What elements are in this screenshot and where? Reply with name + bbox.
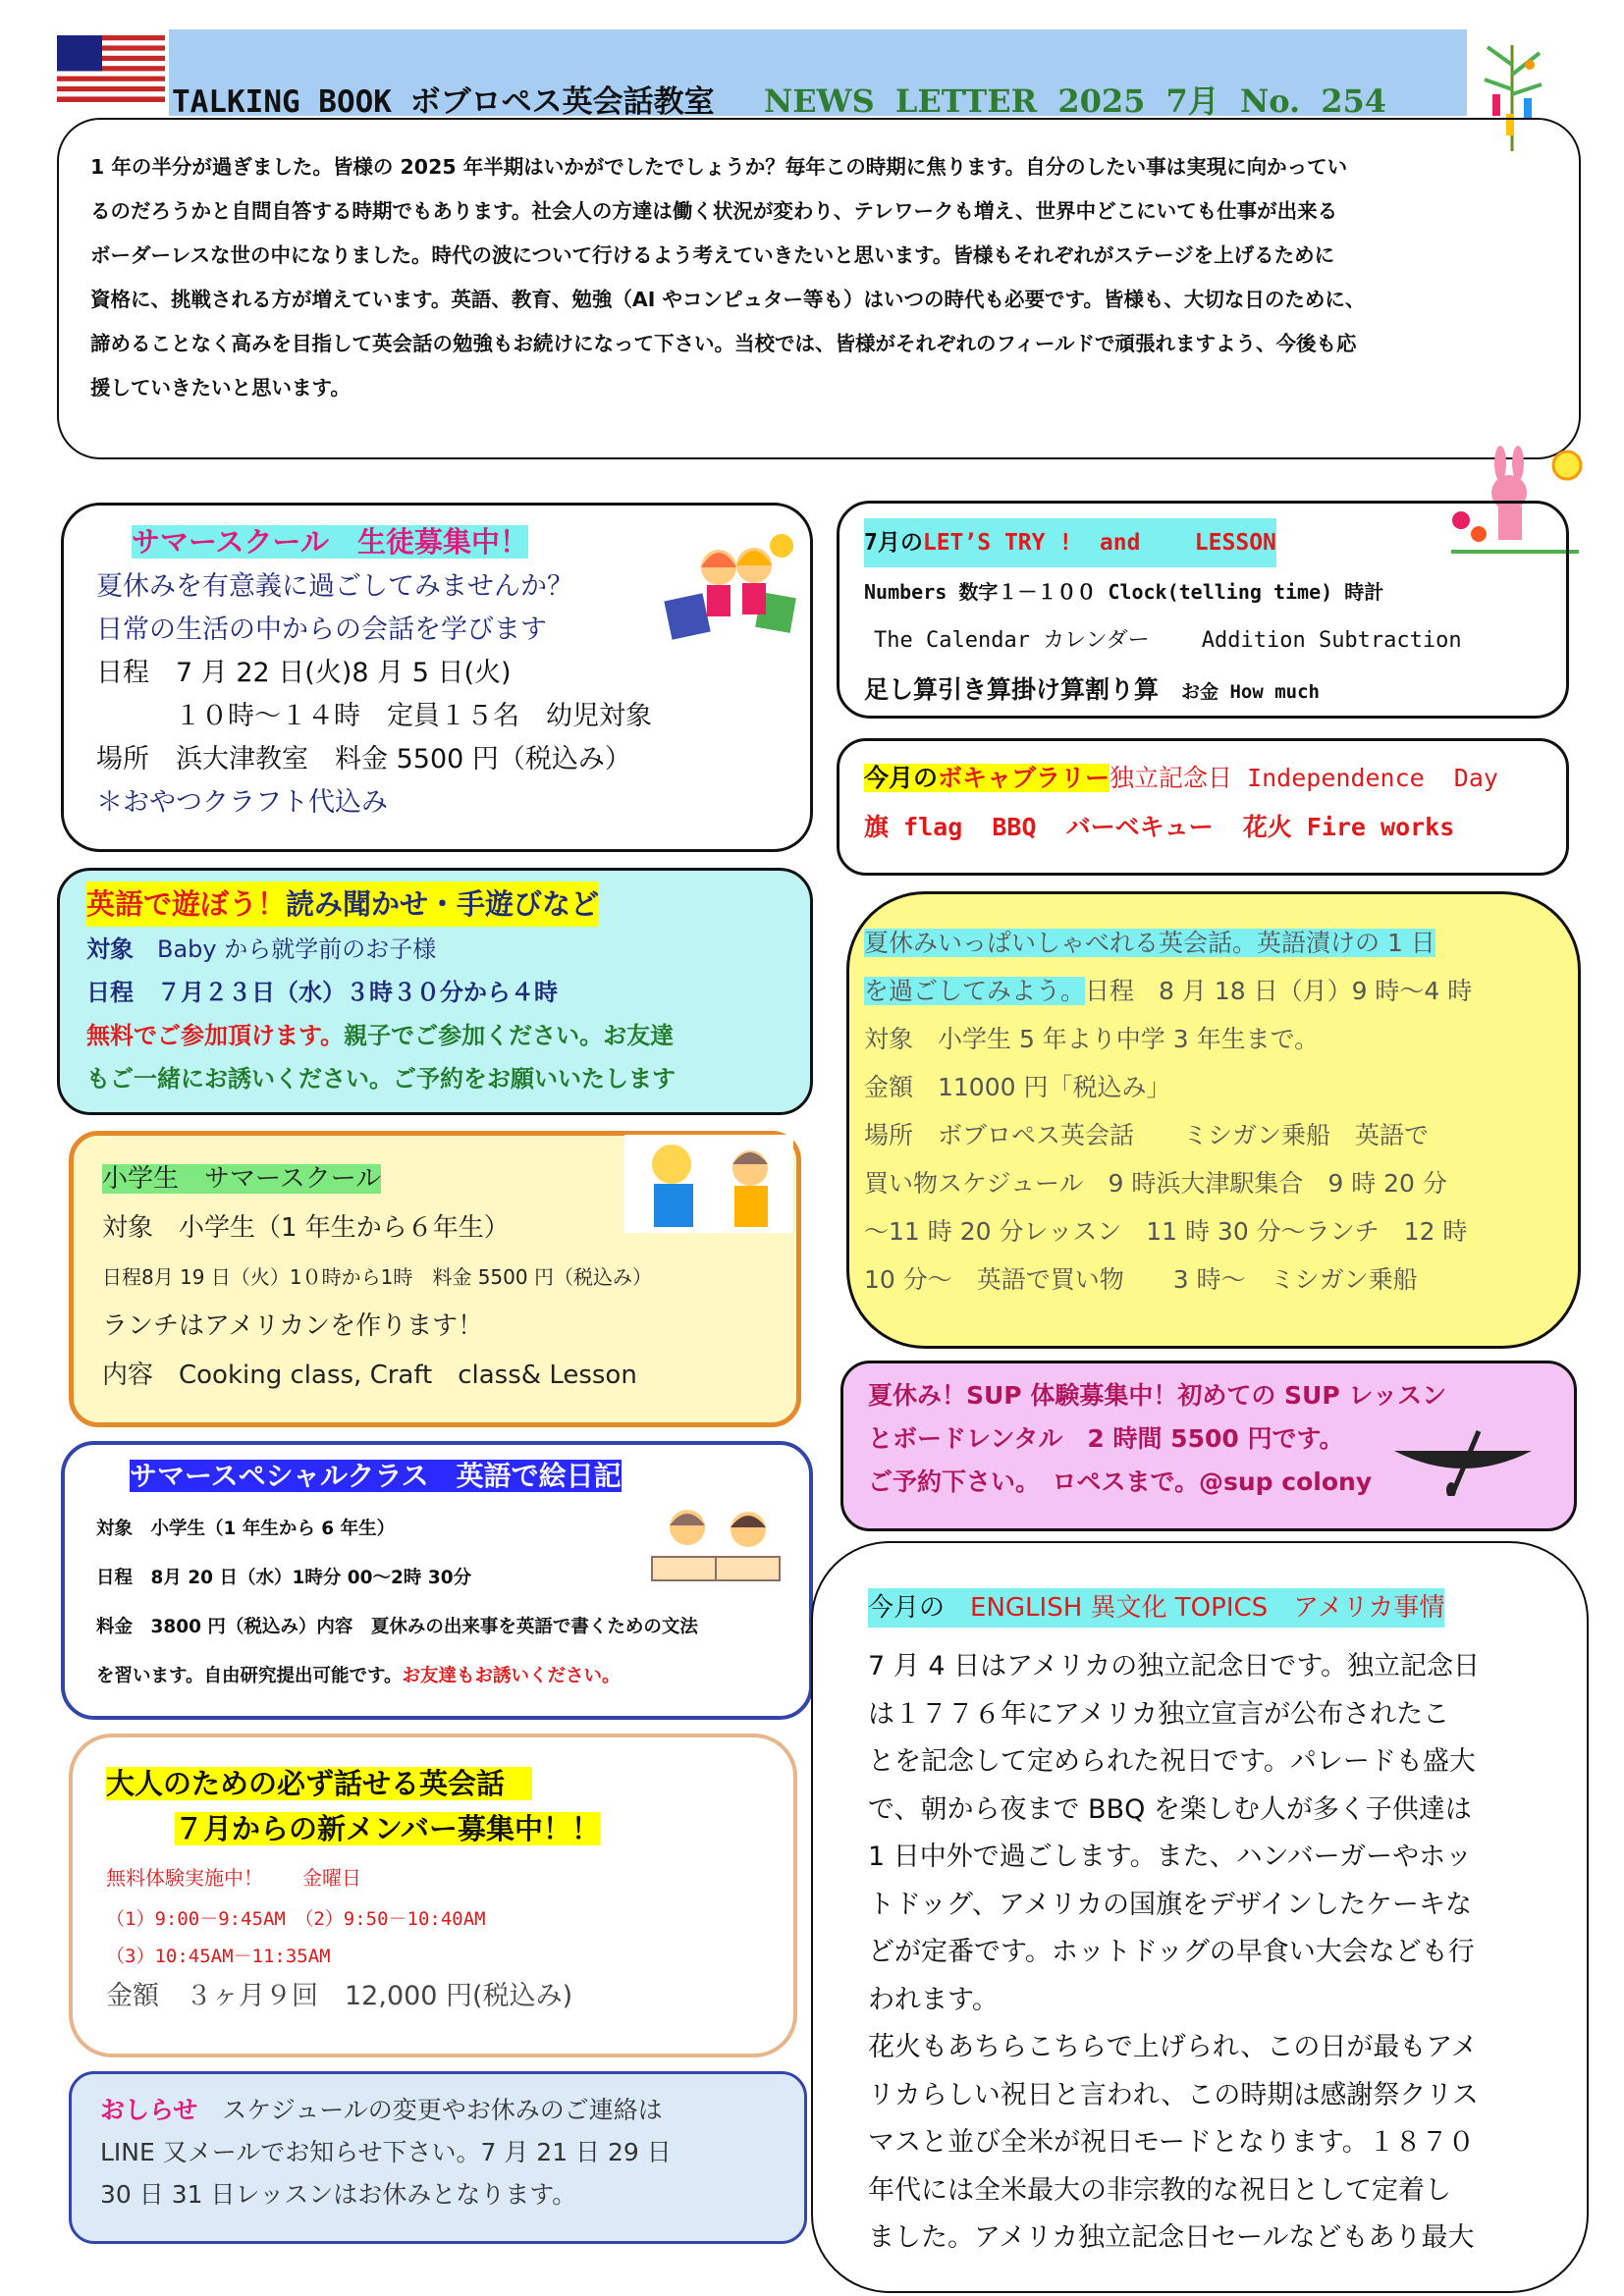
adult-line: 無料体験実施中！ 金曜日 — [106, 1866, 361, 1890]
summer-school-line: 夏休みを有意義に過ごしてみませんか？ — [96, 571, 573, 602]
elementary-line: 内容 Cooking class, Craft class& Lesson — [102, 1361, 637, 1390]
topics-line: 花火もあちらこちらで上げられ、この日が最もアメ — [868, 2032, 1478, 2062]
notice-label: おしらせ — [100, 2096, 198, 2124]
play-label: 日程 — [86, 979, 134, 1006]
play-line-green: 親子でご参加ください。お友達 — [344, 1022, 675, 1049]
intro-line: るのだろうかと自問自答する時期でもあります。社会人の方達は働く状況が変わり、テレワークも増え、世界中どこにいても仕事が出来る — [90, 199, 1338, 223]
adult-line: （1）9:00－9:45AM （2）9:50－10:40AM — [106, 1908, 486, 1930]
topics-line: リカらしい祝日と言われ、この時期は感謝祭クリス — [868, 2079, 1479, 2110]
topics-prefix: 今月の — [868, 1593, 946, 1623]
immersion-line-hl: を過ごしてみよう。 — [864, 977, 1086, 1005]
immersion-line: 対象 小学生 5 年より中学 3 年生まで。 — [864, 1025, 1320, 1053]
lets-try-prefix: 7月の — [864, 530, 923, 556]
elementary-line: 日程8月 19 日（火）1０時から1時 料金 5500 円（税込み） — [102, 1265, 652, 1289]
adult-line: 金額 ３ヶ月９回 12,000 円(税込み) — [106, 1981, 573, 2011]
notice-line: スケジュールの変更やお休みのご連絡は — [222, 2096, 663, 2124]
diary-line: 料金 3800 円（税込み）内容 夏休みの出来事を英語で書くための文法 — [96, 1617, 698, 1637]
intro-line: 諦めることなく高みを目指して英会話の勉強もお続けになって下さい。当校では、皆様がそれぞれのフィールドで頑張れますよう、今後も応 — [90, 332, 1357, 355]
teacher-child-icon — [624, 1135, 793, 1233]
topics-content — [868, 1584, 1480, 2263]
play-title-red: 英語で遊ぼう！ — [86, 887, 287, 921]
diary-line-red: お友達もお誘いください。 — [402, 1666, 621, 1686]
play-content — [86, 881, 676, 1100]
diary-title: サマースペシャルクラス 英語で絵日記 — [130, 1460, 622, 1492]
kids-drawing-icon — [642, 1500, 789, 1588]
play-title: 読み聞かせ・手遊びなど — [286, 887, 600, 921]
lets-try-line: お金 How much — [1181, 681, 1320, 703]
adult-content — [106, 1761, 600, 2018]
diary-line: 日程 8月 20 日（水）1時分 00～2時 30分 — [96, 1568, 472, 1588]
topics-line: どが定番です。ホットドッグの早食い大会なども行 — [868, 1937, 1475, 1967]
header-title — [172, 77, 715, 121]
immersion-line: 夏休みいっぱいしゃべれる英会話。英語漬けの 1 日 — [864, 929, 1435, 957]
vocab-line: 独立記念日 Independence Day — [1110, 764, 1498, 792]
vocab-prefix: 今月の — [864, 764, 939, 792]
topics-line: われます。 — [868, 1984, 999, 2015]
immersion-line: 日程 8 月 18 日（月）9 時～4 時 — [1085, 977, 1473, 1005]
us-flag-icon — [57, 35, 165, 102]
play-line: ７月２３日（水）３時３０分から４時 — [157, 979, 558, 1006]
summer-school-line: １０時～１４時 定員１５名 幼児対象 — [175, 701, 652, 731]
intro-line: 資格に、挑戦される方が増えています。英語、教育、勉強（AI やコンピュター等も）はいつの時代も必要です。皆様も、大切な日のために、 — [90, 288, 1366, 311]
kids-abc-icon — [660, 528, 807, 646]
elementary-line: ランチはアメリカンを作ります！ — [102, 1311, 484, 1341]
summer-school-line: ＊おやつクラフト代込み — [96, 787, 388, 818]
school-name: TALKING BOOK ボブロペス英会話教室 — [172, 84, 715, 120]
lets-try-line: 足し算引き算掛け算割り算 — [864, 675, 1160, 704]
immersion-line: 10 分～ 英語で買い物 3 時～ ミシガン乗船 — [864, 1265, 1418, 1294]
topics-line: 年代には全米最大の非宗教的な祝日として定着し — [868, 2174, 1451, 2206]
intro-text — [90, 145, 1365, 410]
intro-line: 1 年の半分が過ぎました。皆様の 2025 年半期はいかがでしたでしょうか？毎年この時期に焦ります。自分のしたい事は実現に向かってい — [90, 155, 1348, 179]
topics-title: ENGLISH 異文化 TOPICS アメリカ事情 — [970, 1593, 1445, 1623]
play-label: 対象 — [86, 935, 134, 963]
diary-content — [96, 1455, 698, 1701]
sup-line: ご予約下さい。 ロペスまで。@sup colony — [868, 1468, 1373, 1496]
sup-line: とボードレンタル 2 時間 5500 円です。 — [868, 1424, 1344, 1453]
immersion-line: 場所 ボブロペス英会話 ミシガン乗船 英語で — [864, 1121, 1430, 1149]
topics-line: は１７７６年にアメリカ独立宣言が公布されたこ — [868, 1698, 1450, 1730]
vocab-word: ボキャブラリー — [938, 764, 1110, 792]
play-line-red: 無料でご参加頂けます。 — [86, 1022, 345, 1049]
lets-try-line: Numbers 数字１－１００ Clock(telling time) 時計 — [864, 580, 1384, 604]
immersion-line: 買い物スケジュール 9 時浜大津駅集合 9 時 20 分 — [864, 1169, 1447, 1198]
immersion-content — [864, 919, 1472, 1304]
sup-line: 夏休み！SUP 体験募集中！初めての SUP レッスン — [868, 1381, 1447, 1410]
topics-line: とを記念して定められた祝日です。パレードも盛大 — [868, 1746, 1476, 1777]
play-line-green: もご一緒にお誘いください。ご予約をお願いいたします — [86, 1065, 676, 1093]
vocab-content — [864, 754, 1498, 852]
notice-line: 30 日 31 日レッスンはお休みとなります。 — [100, 2180, 577, 2209]
vocab-line: 旗 flag BBQ バーベキュー 花火 Fire works — [864, 813, 1455, 841]
elementary-content — [102, 1154, 652, 1400]
summer-school-content — [96, 520, 652, 825]
intro-line: 援していきたいと思います。 — [90, 376, 351, 400]
adult-title: 大人のための必ず話せる英会話 — [106, 1767, 532, 1800]
immersion-line: ～11 時 20 分レッスン 11 時 30 分～ランチ 12 時 — [864, 1217, 1468, 1246]
lets-try-title: LET’S TRY ! and LESSON — [922, 530, 1276, 556]
elementary-line: 対象 小学生（1 年生から６年生） — [102, 1213, 510, 1243]
intro-line: ボーダーレスな世の中になりました。時代の波について行けるよう考えていきたいと思います。皆様もそれぞれがステージを上げるために — [90, 243, 1335, 267]
summer-school-line: 日常の生活の中からの会話を学びます — [96, 614, 547, 645]
diary-line: 対象 小学生（1 年生から 6 年生） — [96, 1519, 396, 1539]
elementary-title: 小学生 サマースクール — [102, 1164, 382, 1194]
topics-line: トドッグ、アメリカの国旗をデザインしたケーキな — [868, 1889, 1473, 1920]
immersion-line: 金額 11000 円「税込み」 — [864, 1073, 1171, 1101]
lets-try-content — [864, 518, 1462, 717]
summer-school-line: 場所 浜大津教室 料金 5500 円（税込み） — [96, 744, 631, 774]
sup-content — [868, 1374, 1446, 1504]
diary-line: を習います。自由研究提出可能です。 — [96, 1666, 403, 1686]
topics-line: ました。アメリカ独立記念日セールなどもあり最大 — [868, 2222, 1475, 2253]
canoe-icon — [1384, 1427, 1542, 1496]
topics-line: 1 日中外で過ごします。また、ハンバーガーやホッ — [868, 1842, 1473, 1872]
lets-try-line: The Calendar カレンダー Addition Subtraction — [874, 628, 1462, 653]
play-line: Baby から就学前のお子様 — [157, 935, 437, 963]
topics-line: 7 月 4 日はアメリカの独立記念日です。独立記念日 — [868, 1651, 1481, 1682]
newsletter-title: NEWS LETTER 2025 7月 No. 254 — [764, 82, 1387, 120]
topics-line: で、朝から夜まで BBQ を楽しむ人が多く子供達は — [868, 1793, 1472, 1825]
notice-content — [100, 2089, 672, 2216]
topics-line: マスと並び全米が祝日モードとなります。１８７０ — [868, 2127, 1475, 2158]
adult-title: ７月からの新メンバー募集中！！ — [175, 1812, 600, 1845]
summer-school-title: サマースクール 生徒募集中！ — [132, 525, 528, 559]
adult-line: （3）10:45AM－11:35AM — [106, 1946, 331, 1967]
notice-line: LINE 又メールでお知らせ下さい。7 月 21 日 29 日 — [100, 2138, 672, 2166]
summer-school-line: 日程 7 月 22 日(火)8 月 5 日(火) — [96, 658, 512, 688]
